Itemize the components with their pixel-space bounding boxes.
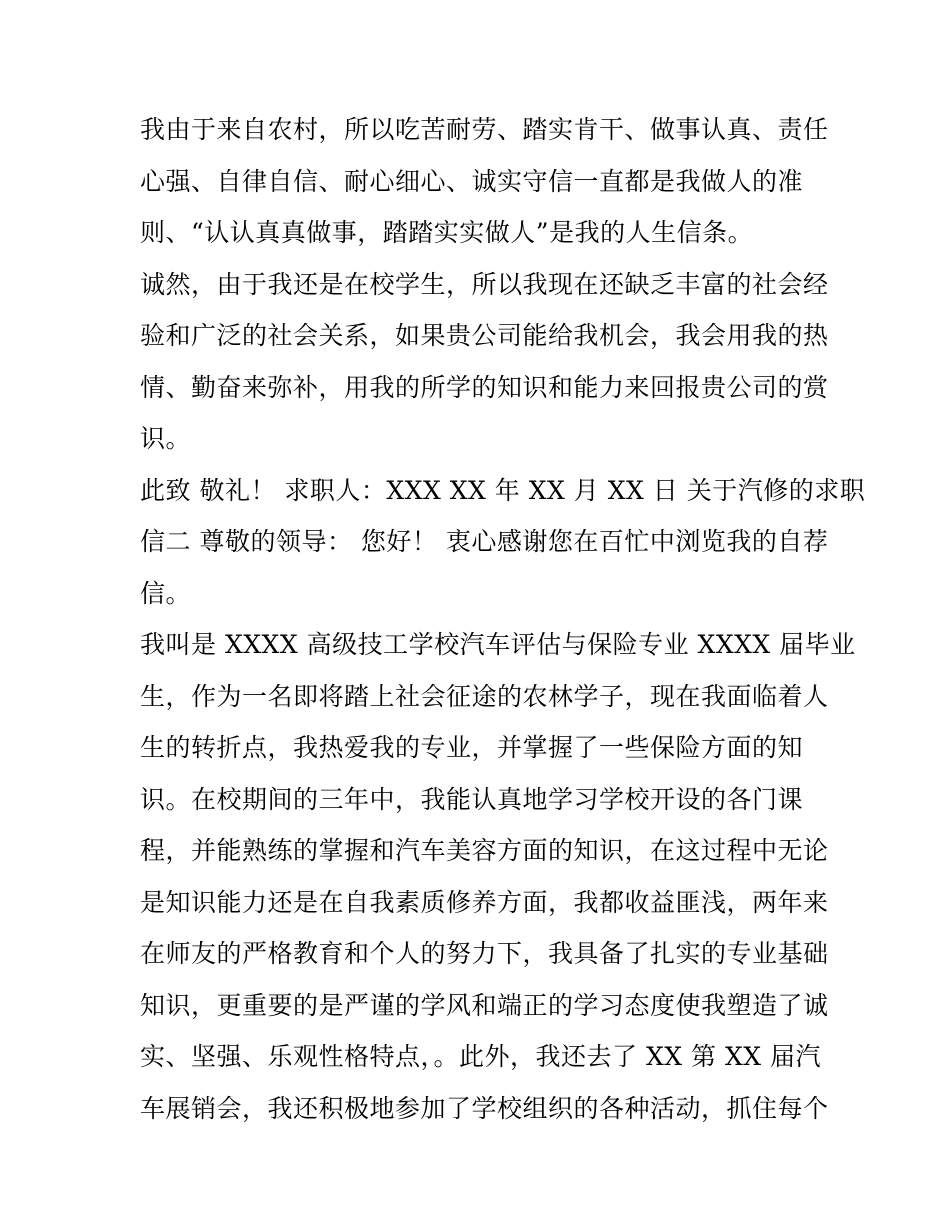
text-line: 我叫是 XXXX 高级技工学校汽车评估与保险专业 XXXX 届毕业 [140,630,856,659]
text-line: 心强、自律自信、耐心细心、诚实守信一直都是我做人的准 [140,166,804,196]
text-line: 车展销会，我还积极地参加了学校组织的各种活动，抓住每个 [140,1093,829,1123]
text-line: 我由于来自农村，所以吃苦耐劳、踏实肯干、做事认真、责任 [140,115,829,144]
text-line: 验和广泛的社会关系，如果贵公司能给我机会，我会用我的热 [140,321,829,350]
text-line: 实、坚强、乐观性格特点，。此外，我还去了 XX 第 XX 届汽 [140,1042,821,1071]
text-line: 生，作为一名即将踏上社会征途的农林学子，现在我面临着人 [140,681,829,711]
text-line: 信二 尊敬的领导： 您好！ 衷心感谢您在百忙中浏览我的自荐 [140,527,829,556]
text-line: 程，并能熟练的掌握和汽车美容方面的知识，在这过程中无论 [140,836,829,865]
text-line: 情、勤奋来弥补，用我的所学的知识和能力来回报贵公司的赏 [140,372,829,402]
text-line: 知识，更重要的是严谨的学风和端正的学习态度使我塑造了诚 [140,990,829,1020]
text-line: 在师友的严格教育和个人的努力下，我具备了扎实的专业基础 [140,939,829,968]
text-line: 识。 [140,424,192,453]
text-line: 此致 敬礼！ 求职人：XXX XX 年 XX 月 XX 日 关于汽修的求职 [140,475,866,505]
text-line: 识。在校期间的三年中，我能认真地学习学校开设的各门课 [140,784,804,814]
text-line: 生的转折点，我热爱我的专业，并掌握了一些保险方面的知 [140,733,804,762]
text-line: 诚然，由于我还是在校学生，所以我现在还缺乏丰富的社会经 [140,269,829,299]
body-text [140,104,866,1134]
text-line: 是知识能力还是在自我素质修养方面，我都收益匪浅，两年来 [140,887,829,917]
text-line: 信。 [140,578,192,608]
text-line: 则、“认认真真做事，踏踏实实做人”是我的人生信条。 [140,218,754,247]
